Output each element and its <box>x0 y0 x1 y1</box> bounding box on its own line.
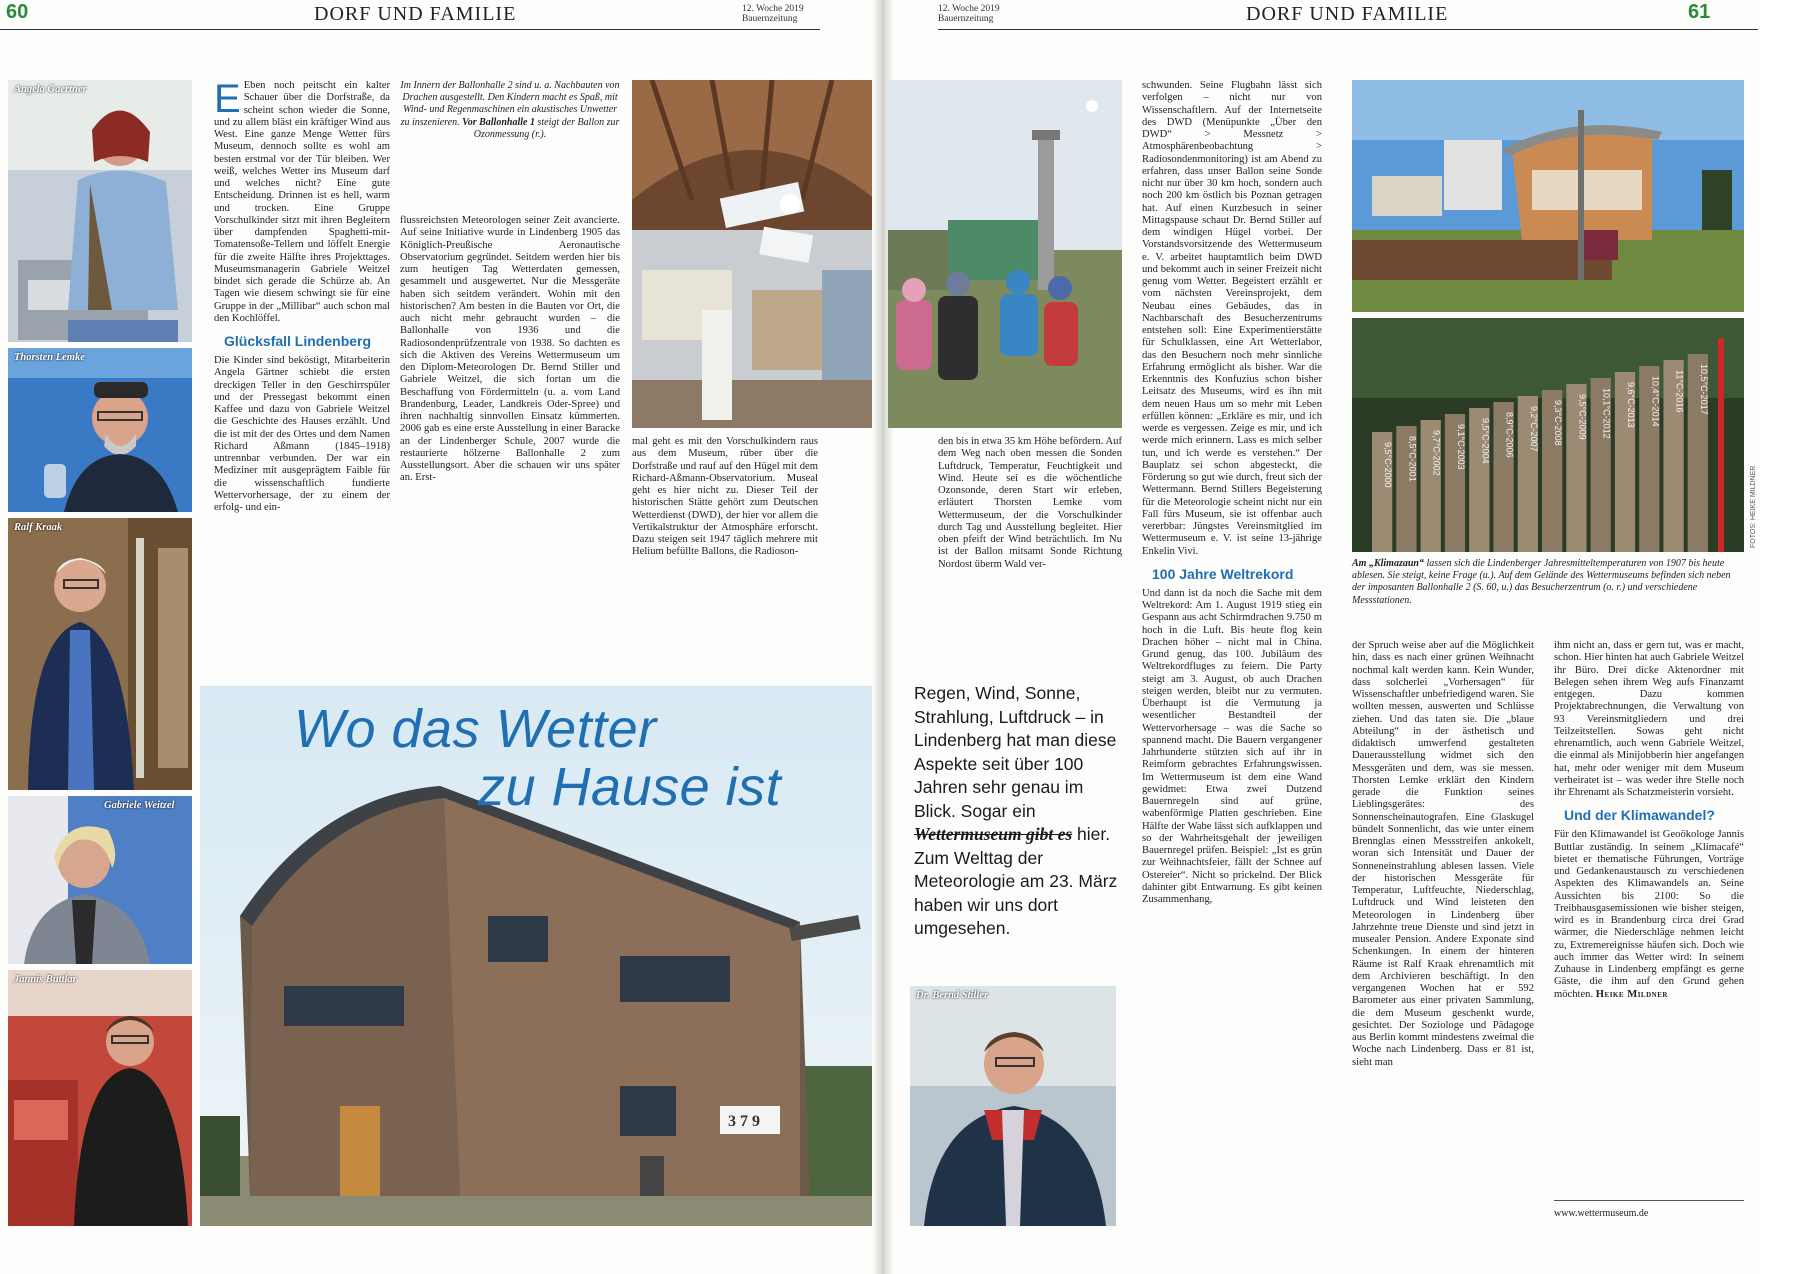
hall-caption-text: Im Innern der Ballonhalle 2 sind u. a. Nachbauten von Drachen ausgestellt. Den Kindern macht es Spaß, mit Wind- und Regenmaschinen ein akustisches Unwetter zu inszenieren. <box>400 80 620 128</box>
paragraph-column-3: mal geht es mit den Vorschulkindern raus aus dem Museum, rüber über die Dorfstraße und rauf auf den Hügel mit dem Richard-Aßmann-Observatorium. Museal geht es hier nicht zu. Dieser Teil der historischen Stätte gehört zum Deutschen Wetterdienst (DWD), der hier vor allem die Vertikalstruktur der Atmosphäre erforscht. Dazu steigen seit 1947 täglich mehrere mit Helium befüllte Ballons, die Radioson- <box>632 436 818 558</box>
article-author: Heike Mildner <box>1595 988 1668 1000</box>
left-page-number: 60 <box>6 1 29 23</box>
portrait-label: Ralf Kraak <box>14 522 63 533</box>
kids-ballon-photo <box>888 80 1122 428</box>
portrait-stiller-image <box>910 986 1116 1226</box>
klimazaun-caption-bold: Am „Klimazaun“ <box>1352 558 1424 569</box>
headline-line-1: Wo das Wetter <box>294 699 657 759</box>
hall-caption-bold: Vor Ballonhalle 1 <box>462 116 535 128</box>
fence-post-label: 8,5°C-2001 <box>1407 436 1418 482</box>
right-issue-week: 12. Woche 2019 <box>938 4 1000 14</box>
paragraph-weltrekord: Und dann ist da noch die Sache mit dem Weltrekord: Am 1. August 1919 stieg ein Gespann aus acht Schirmdrachen 9.750 m hoch in die Luft. Bis heute flog kein Drachen höher – nicht mal in China. Grund genug, das 100. Jubiläum des Weltrekordfluges zu feiern. Die Party steigt am 3. August, ob auch Drachen steigen werden, bleibt nur zu vermuten. Überhaupt ist die Vermutung ja wesentlicher Bestandteil der Wettervorhersage – was die Sache so spannend macht. Die Bauern vergangener Jahrhunderte stützten sich auf ihr in Reimform gebrachtes Erfahrungswissen. Im Wettermuseum ist dem eine Wand gewidmet: Etwa zwei Dutzend Bauernregeln sind auf grüne, wabenförmige Platten geschrieben. Eine Hälfte der Wabe lässt sich aufklappen und so der Wahrheitsgehalt der jeweiligen Bauernregel prüfen. Beispiel: „Ist es grün zur Weihnachtsfeier, fällt der Schnee auf Ostereier“. Nicht so prickelnd. Der Blick dahinter gibt Entwarnung. Es gibt keinen Zusammenhang, <box>1142 587 1322 905</box>
article-column-5 <box>1142 80 1322 1226</box>
hall-caption-end: steigt der Ballon zur Ozonmessung (r.). <box>473 116 620 140</box>
left-page <box>0 0 880 1274</box>
photo-credit: FOTOS: HEIKE MILDNER <box>1750 465 1757 548</box>
portrait-label: Gabriele Weitzel <box>104 800 175 811</box>
left-issue <box>742 4 804 24</box>
fence-post-label: 9,7°C-2002 <box>1431 430 1442 476</box>
teaser-text <box>914 682 1118 941</box>
article-column-1 <box>214 80 390 662</box>
fence-post-label: 10,1°C-2012 <box>1601 388 1612 439</box>
intro-paragraph <box>214 80 390 325</box>
paragraph-gluecksfall: Die Kinder sind beköstigt, Mitarbeiterin Angela Gärtner schiebt die ersten dreckigen Teller in den Geschirrspüler und der Pressegast bekommt einen Kaffee und dazu von Gabriele Weitzel die Geschichte des Hauses erzählt. Und die ist mit der des Ortes und dem Namen Richard Aßmann (1845–1918) untrennbar verbunden. Der war ein Mediziner mit ausgeprägtem Faible für die wissenschaftlich fundierte Wettervorhersage, der zu einem der erfolg- und ein- <box>214 355 390 513</box>
fence-post-label: 9,5°C-2009 <box>1577 394 1588 440</box>
fence-post-label: 9,5°C-2000 <box>1383 442 1394 488</box>
museum-interior-image <box>632 80 876 428</box>
right-page <box>880 0 1814 1274</box>
klimawandel-text: Für den Klimawandel ist Geoökologe Jannis Buttlar zuständig. In seinem „Klimacafé“ bietet er thematische Führungen, Vorträge und Gedankenaustausch zu verschiedenen Aspekten des Klimawandels an. Seine Aussichten bis 2100: So die Treibhausgasemissionen wie bisher steigen, wird es in Brandenburg circa drei Grad wärmer, die Niederschläge nehmen leicht zu, Extremereignisse häufen sich. Doch wie auch immer das Wetter wird: In seinem Zuhause in Lindenberg empfängt es gerne Gäste, die ihm auf den Grund gehen möchten. <box>1554 829 1744 1000</box>
fence-post-label: 9,5°C-2004 <box>1480 418 1491 464</box>
article-column-7 <box>1554 640 1744 1186</box>
klimazaun-caption <box>1352 558 1744 607</box>
paragraph-column-5: schwunden. Seine Flugbahn lässt sich verfolgen – nicht nur von Wissenschaftlern. Auf der Internetseite des DWD (Menüpunkte „Über den DWD“ > Messnetz > Atmosphärenbeobachtung > Radiosondenmonitoring) ist am Abend zu erfahren, dass unser Ballon seine Sonde nicht nur über 30 km hoch, sondern auch noch 200 km östlich bis Poznan getragen hat. Auf einen Kurzbesuch in seiner Mittagspause schaut Dr. Bernd Stiller auf dem windigen Hügel vorbei. Der Vorstandsvorsitzende des Wettermuseum e. V. arbeitet hauptamtlich beim DWD und bekommt auch in seiner Freizeit nicht genug vom Wetter. Begeistert erzählt er vom nächsten Vereinsprojekt, dem Neubau eines Gebäudes, das in Nachbarschaft des Besucherzentrums entstehen soll: Eine Experimentierstätte für Schulklassen, eine Art Wetterlabor, das den Besuchern noch mehr sinnliche Erfahrung ermöglicht als bisher. War die Erkenntnis des Konfuzius schon bisher Leitsatz des Museums, wird es ihn mit dem neuen Haus um so mehr mit Leben erfüllen können: „Erkläre es mir, und ich werde es vergessen. Zeige es mir, und ich werde mich erinnern. Lass es mich selber tun, und ich werde es verstehen.“ Der Bauplatz sei schon abgesteckt, die Förderung so gut wie durch, freut sich der Wettermann. Bernd Stillers Begeisterung für die Meteorologie scheint nicht nur ein Fall fürs Museum, sie ist offenbar auch vererbbar: Jüngstes Vereinsmitglied im Wettermuseum e. V. ist seine 13-jährige Enkelin Vivi. <box>1142 80 1322 557</box>
subhead-weltrekord: 100 Jahre Weltrekord <box>1152 565 1294 582</box>
klimazaun-caption-text: lassen sich die Lindenberger Jahresmitteltemperaturen von 1907 bis heute ablesen. Sie steigt, keine Frage (u.). Auf dem Gelände des Wettermuseums befinden sich neben der imposanten Ballonhalle 2 (S. 60, u.) das Besucherzentrum (o. r.) und verschiedene Messstationen. <box>1352 558 1731 606</box>
left-rubric: DORF UND FAMILIE <box>314 3 517 25</box>
portrait-buttlar <box>8 970 192 1226</box>
headline <box>294 700 781 816</box>
museum-interior-photo <box>632 80 876 428</box>
portrait-gaertner-image <box>8 80 192 342</box>
klimazaun-image <box>1352 318 1744 552</box>
article-column-4 <box>938 436 1122 662</box>
fence-post-label: 9,3°C-2008 <box>1553 400 1564 446</box>
article-column-3 <box>632 436 818 662</box>
paragraph-column-7: ihm nicht an, dass er gern tut, was er macht, schon. Hier hinten hat auch Gabriele Weitzel ihr Büro. Drei dicke Aktenordner mit Belegen sehen ihrem Weg aufs Finanzamt entgegen. Dazu kommen Projektabrechnungen, die Verwaltung von 93 Vereinsmitgliedern und drei Teilzeitstellen. Sowas geht nicht ehrenamtlich, auch wenn Gabriele Weitzel, die einmal als Minijobberin hier angefangen hat, mehr oder weniger mit dem Museum verheiratet ist – was weder ihre Stelle noch ihr Ehrenamt als Schatzmeisterin vorsieht. <box>1554 640 1744 798</box>
page-edge <box>1760 0 1814 1274</box>
article-column-2 <box>400 80 620 662</box>
left-issue-week: 12. Woche 2019 <box>742 4 804 14</box>
hall-caption <box>400 80 620 141</box>
website-divider <box>1554 1200 1744 1201</box>
paragraph-column-4: den bis in etwa 35 km Höhe befördern. Auf dem Weg nach oben messen die Sonden Luftdruck, Temperatur, Feuchtigkeit und Wind. Heute sei es die wöchentliche Ozonsonde, deren Start wir erleben, erläutert Thorsten Lemke vom Wettermuseum, der die Vorschulkinder durch Tag und Ausstellung begleitet. Hier oben pfeift der Wind beträchtlich. Im Nu ist der Ballon mitsamt Sonde Richtung Nordost überm Wald ver- <box>938 436 1122 570</box>
portrait-weitzel-image <box>8 796 192 964</box>
teaser-part-2: hier. Zum Welttag der Meteorologie am 23. März haben wir uns dort umgesehen. <box>914 824 1118 938</box>
building-sign-number: 3 7 9 <box>728 1113 760 1130</box>
fence-post-label: 9,1°C-2003 <box>1456 424 1466 470</box>
portrait-buttlar-image <box>8 970 192 1226</box>
portrait-label: Angela Gaertner <box>14 84 87 95</box>
fence-post-label: 10,5°C-2017 <box>1698 364 1709 415</box>
subhead-gluecksfall: Glücksfall Lindenberg <box>224 333 372 349</box>
fence-post-label: 11°C-2016 <box>1674 370 1685 413</box>
portrait-lemke-image <box>8 348 192 512</box>
kids-ballon-image <box>888 80 1122 428</box>
website-link[interactable]: www.wettermuseum.de <box>1554 1208 1649 1219</box>
ballonhalle-photo <box>200 686 876 1226</box>
portrait-stiller <box>910 986 1116 1226</box>
paragraph-column-2: flussreichsten Meteorologen seiner Zeit avancierte. Auf seine Initiative wurde in Lindenberg 1905 das Königlich-Preußische Aeronautische Observatorium gegründet. Seitdem werden hier bis zum heutigen Tag Wetterdaten gemessen, gesammelt und ausgewertet. Nur die Messgeräte haben sich seitdem verändert. Wohin mit den historischen? Am besten in die Bauten vor Ort, die auch nicht mehr gebraucht wurden – die Ballonhalle von 1936 und die Radiosondenprüfzentrale von 1938. So dachten es sich die Aktiven des Vereins Wettermuseum um den Diplom-Meteorologen Dr. Bernd Stiller und Gabriele Weitzel, die sich fortan um die Beschaffung von Fördermitteln (u. a. vom Land Brandenburg, Leader, Landkreis Oder-Spree) und ihren nachhaltig sinnvollen Einsatz kümmerten. 2006 gab es eine erste Ausstellung in einer Baracke an der Lindenberger Schule, 2007 wurde die restaurierte hölzerne Ballonhalle 2 zum Ausstellungsort. Aber die schauen wir uns später an. Erst- <box>400 215 620 484</box>
fence-post-label: 9,6°C-2013 <box>1626 382 1636 428</box>
teaser-struck: Wettermuseum gibt es <box>914 824 1073 844</box>
portrait-kraak-image <box>8 518 192 790</box>
portrait-label: Jannis Buttlar <box>14 974 77 985</box>
paragraph-column-6: der Spruch weise aber auf die Möglichkeit hin, dass es nach einer grünen Weihnacht nochmal kalt werden kann. Kein Wunder, dass solcherlei „Vorhersagen“ für Wissenschaftler unbefriedigend waren. Sie wollten messen, auswerten und Schlüsse ziehen. Und das taten sie. Die „blaue Abteilung“ in der ästhetisch und didaktisch umwerfend gestalteten Dauerausstellung widmet sich den Messgeräten und dem, was sie messen. Thorsten Lemke erklärt den Kindern gerade die Funktion seines Lieblingsgerätes: des Sonnenscheinautografen. Eine Glaskugel bündelt Sonnenlicht, das wie unter einem Brennglas einen Messstreifen ankokelt, woran sich Intensität und Dauer der Sonneneinstrahlung ablesen lassen. Viele der historischen Messgeräte für Temperatur, Luftfeuchte, Niederschlag, Luftdruck und Wind leisteten den Meteorologen in Lindenberg über Jahrzehnte treue Dienste und sind jetzt in musealer Pension. Andere Exponate sind Schenkungen. In einem der hinteren Räume ist Ralf Kraak ehrenamtlich mit dem Archivieren beschäftigt. In den vergangenen Wochen hat er 592 Barometer aus einer privaten Sammlung, die dem Museum geschenkt wurde, gesichtet. Der Soziologe und Pädagoge aus Berlin kommt mindestens zweimal die Woche nach Lindenberg. Dass er 81 ist, sieht man <box>1352 640 1534 1068</box>
portrait-weitzel <box>8 796 192 964</box>
besucherzentrum-image <box>1352 80 1744 312</box>
klimazaun-photo <box>1352 318 1744 552</box>
intro-text: Eben noch peitscht ein kalter Schauer über die Dorfstraße, da scheint schon wieder die Sonne, und zu allem bläst ein kräftiger Wind aus West. Eine ganze Menge Wetter fürs Museum, dennoch sollte es wohl am besten erstmal vor der Tür bleiben. Wer weiß, welches Wetter ins Museum darf und welches nicht? Eine gute Entscheidung. Drinnen ist es hell, warm und trocken. Eine Gruppe Vorschulkinder sitzt mit ihren Begleitern über dampfenden Spaghetti-mit-Tomatensoße-Tellern und löffelt Energie für die zweite Hälfte ihres Projekttages. Museumsmanagerin Gabriele Weitzel bindet sich gerade die Schürze ab. An Tagen wie diesem schwingt sie für eine Gruppe in der „Millibar“ auch schon mal den Kochlöffel. <box>214 80 390 324</box>
fence-post-label: 10,4°C-2014 <box>1650 376 1661 427</box>
drop-cap: E <box>214 80 241 121</box>
right-page-number: 61 <box>1688 1 1711 23</box>
besucherzentrum-photo <box>1352 80 1744 312</box>
left-issue-paper: Bauernzeitung <box>742 14 798 24</box>
portrait-label: Thorsten Lemke <box>14 352 85 363</box>
right-issue <box>938 4 1000 24</box>
portrait-kraak <box>8 518 192 790</box>
teaser-part-1: Regen, Wind, Sonne, Strahlung, Luftdruck – in Lindenberg hat man diese Aspekte seit über 100 Jahren sehr genau im Blick. Sogar ein <box>914 683 1117 821</box>
paragraph-klimawandel <box>1554 829 1744 1001</box>
fence-post-label: 9,2°C-2007 <box>1528 406 1539 452</box>
right-issue-paper: Bauernzeitung <box>938 14 994 24</box>
subhead-klimawandel: Und der Klimawandel? <box>1564 807 1715 824</box>
portrait-gaertner <box>8 80 192 342</box>
article-column-6 <box>1352 640 1534 1226</box>
portrait-label: Dr. Bernd Stiller <box>916 990 989 1001</box>
fence-post-label: 8,9°C-2006 <box>1504 412 1515 458</box>
portrait-lemke <box>8 348 192 512</box>
headline-line-2: zu Hause ist <box>478 757 782 817</box>
right-rubric: DORF UND FAMILIE <box>1246 3 1449 25</box>
